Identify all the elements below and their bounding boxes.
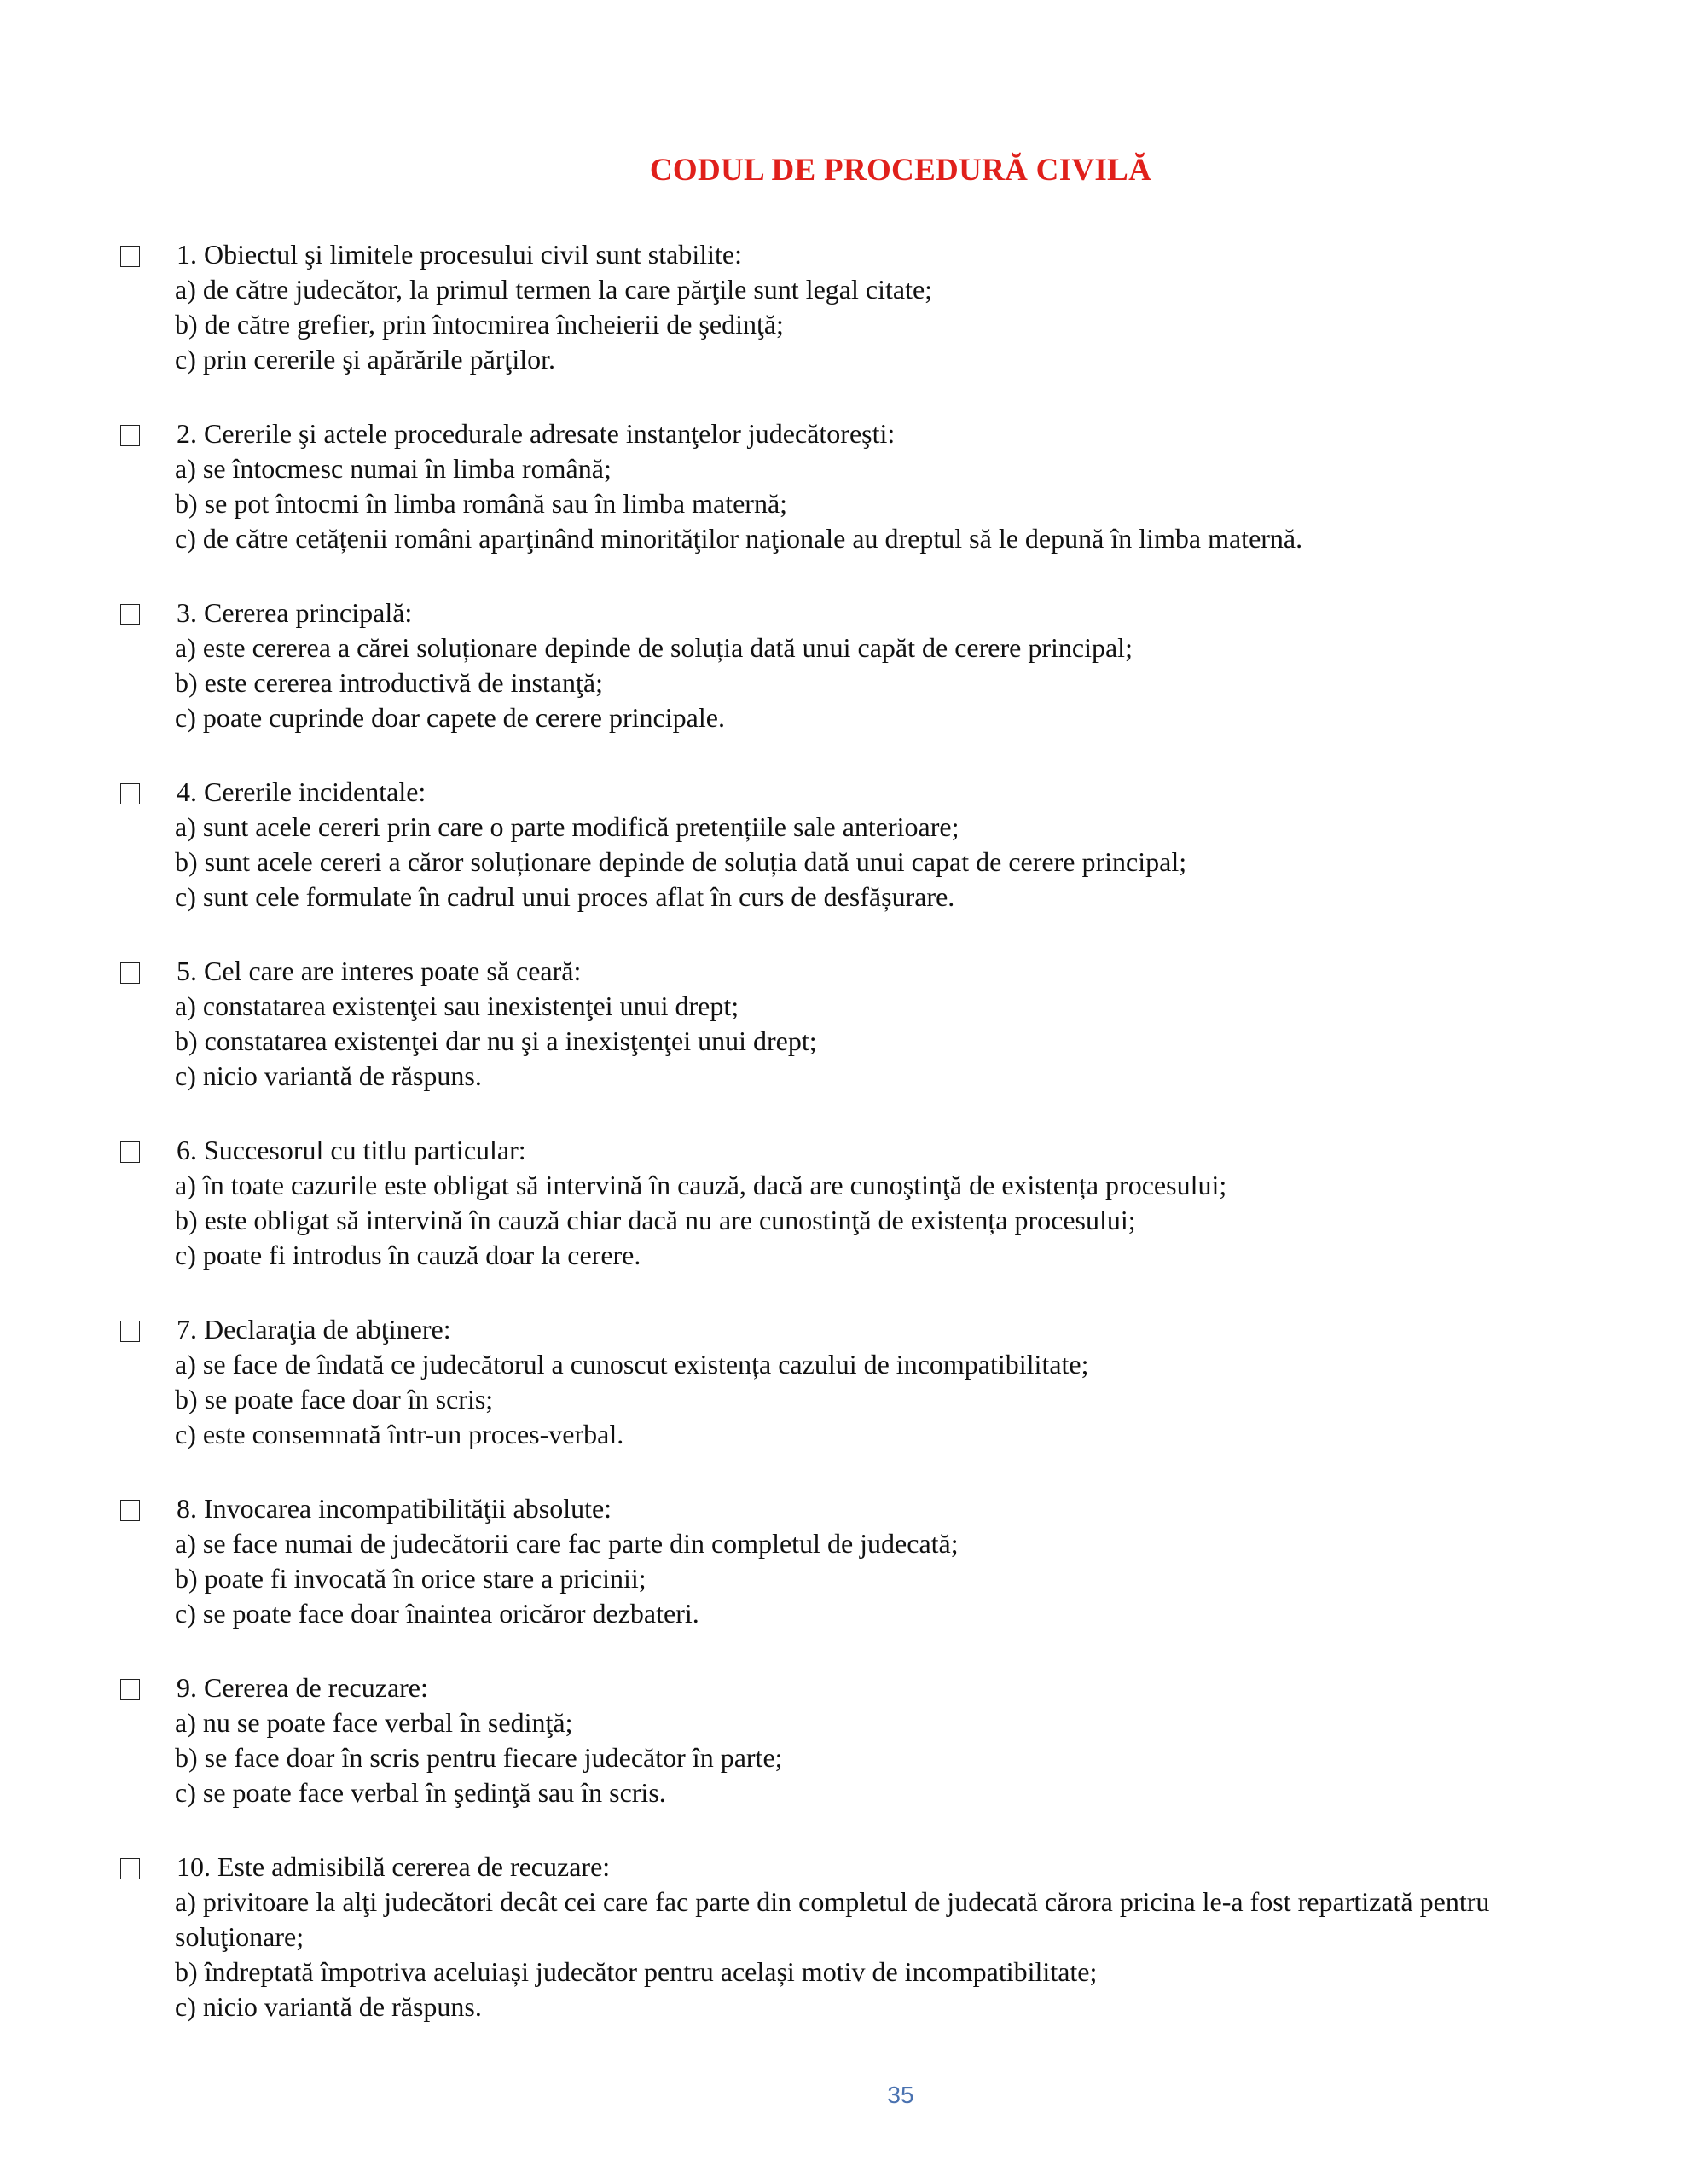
- question-body: [175, 775, 1574, 915]
- option-b: b) sunt acele cereri a căror soluționare depinde de soluția dată unui capat de cerere principal;: [175, 846, 1187, 877]
- option-c: c) sunt cele formulate în cadrul unui proces aflat în curs de desfășurare.: [175, 881, 955, 912]
- question-stem: 9. Cererea de recuzare:: [177, 1672, 428, 1703]
- option-c: c) nicio variantă de răspuns.: [175, 1060, 482, 1091]
- option-b: b) de către grefier, prin întocmirea încheierii de şedinţă;: [175, 309, 784, 340]
- question-9: [0, 1670, 1687, 1810]
- question-stem: 5. Cel care are interes poate să ceară:: [177, 956, 582, 986]
- question-stem: 2. Cererile şi actele procedurale adresate instanţelor judecătoreşti:: [177, 418, 896, 449]
- option-a: a) se întocmesc numai în limba română;: [175, 453, 612, 484]
- question-stem: 10. Este admisibilă cererea de recuzare:: [177, 1851, 611, 1882]
- option-b: b) este obligat să intervină în cauză chiar dacă nu are cunostinţă de existența procesului;: [175, 1205, 1136, 1235]
- question-body: [175, 237, 1574, 377]
- question-2: [0, 416, 1687, 556]
- question-body: [175, 1491, 1574, 1631]
- question-stem: 7. Declaraţia de abţinere:: [177, 1314, 451, 1345]
- question-stem: 3. Cererea principală:: [177, 597, 413, 628]
- question-body: [175, 1312, 1574, 1452]
- option-c: c) poate cuprinde doar capete de cerere principale.: [175, 702, 725, 733]
- question-10: [0, 1850, 1687, 2024]
- option-c: c) se poate face verbal în şedinţă sau în scris.: [175, 1777, 666, 1808]
- question-body: [175, 1133, 1574, 1273]
- option-c: c) de către cetățenii români aparţinând minorităţilor naţionale au dreptul să le depună în limba maternă.: [175, 523, 1303, 554]
- option-a: a) în toate cazurile este obligat să intervină în cauză, dacă are cunoştinţă de existența procesului;: [175, 1170, 1227, 1200]
- question-list: [0, 237, 1687, 2064]
- option-c: c) poate fi introdus în cauză doar la cerere.: [175, 1240, 641, 1270]
- question-stem: 8. Invocarea incompatibilităţii absolute:: [177, 1493, 612, 1524]
- page-number: 35: [887, 2082, 914, 2108]
- answer-checkbox[interactable]: [120, 783, 140, 804]
- option-c: c) se poate face doar înaintea oricăror dezbateri.: [175, 1598, 699, 1629]
- question-7: [0, 1312, 1687, 1452]
- answer-checkbox[interactable]: [120, 604, 140, 625]
- question-stem: 6. Succesorul cu titlu particular:: [177, 1135, 526, 1165]
- question-8: [0, 1491, 1687, 1631]
- option-b: b) este cererea introductivă de instanţă;: [175, 667, 603, 698]
- question-3: [0, 595, 1687, 735]
- option-a: a) de către judecător, la primul termen la care părţile sunt legal citate;: [175, 274, 933, 305]
- answer-checkbox[interactable]: [120, 962, 140, 984]
- question-stem: 4. Cererile incidentale:: [177, 776, 426, 807]
- option-a: a) este cererea a cărei soluționare depinde de soluția dată unui capăt de cerere principal;: [175, 632, 1133, 663]
- option-a: a) constatarea existenţei sau inexistenţei unui drept;: [175, 990, 739, 1021]
- question-stem: 1. Obiectul şi limitele procesului civil sunt stabilite:: [177, 239, 742, 270]
- option-a: a) se face de îndată ce judecătorul a cunoscut existența cazului de incompatibilitate;: [175, 1349, 1089, 1380]
- question-body: [175, 595, 1574, 735]
- option-c: c) este consemnată într-un proces-verbal.: [175, 1419, 624, 1449]
- option-b: b) constatarea existenţei dar nu şi a inexisţenţei unui drept;: [175, 1025, 817, 1056]
- question-6: [0, 1133, 1687, 1273]
- answer-checkbox[interactable]: [120, 425, 140, 446]
- answer-checkbox[interactable]: [120, 1141, 140, 1163]
- answer-checkbox[interactable]: [120, 1679, 140, 1700]
- answer-checkbox[interactable]: [120, 246, 140, 267]
- option-c: c) prin cererile şi apărările părţilor.: [175, 344, 555, 375]
- question-body: [175, 954, 1574, 1094]
- answer-checkbox[interactable]: [120, 1858, 140, 1879]
- option-b: b) se poate face doar în scris;: [175, 1384, 494, 1414]
- option-a: a) sunt acele cereri prin care o parte modifică pretențiile sale anterioare;: [175, 811, 959, 842]
- answer-checkbox[interactable]: [120, 1500, 140, 1521]
- page-title: CODUL DE PROCEDURĂ CIVILĂ: [649, 153, 1152, 188]
- question-5: [0, 954, 1687, 1094]
- question-1: [0, 237, 1687, 377]
- option-b: b) se pot întocmi în limba română sau în limba maternă;: [175, 488, 788, 519]
- answer-checkbox[interactable]: [120, 1321, 140, 1342]
- option-a: a) nu se poate face verbal în sedinţă;: [175, 1707, 573, 1738]
- option-b: b) îndreptată împotriva aceluiași judecător pentru același motiv de incompatibilitate;: [175, 1956, 1098, 1987]
- option-c: c) nicio variantă de răspuns.: [175, 1991, 482, 2022]
- question-4: [0, 775, 1687, 915]
- option-a: a) privitoare la alţi judecători decât cei care fac parte din completul de judecată cărora pricina le-a fost repartizată pentru soluţionare;: [175, 1886, 1490, 1952]
- question-body: [175, 1670, 1574, 1810]
- question-body: [175, 1850, 1574, 2024]
- question-body: [175, 416, 1574, 556]
- option-b: b) se face doar în scris pentru fiecare judecător în parte;: [175, 1742, 783, 1773]
- option-a: a) se face numai de judecătorii care fac parte din completul de judecată;: [175, 1528, 959, 1559]
- option-b: b) poate fi invocată în orice stare a pricinii;: [175, 1563, 646, 1594]
